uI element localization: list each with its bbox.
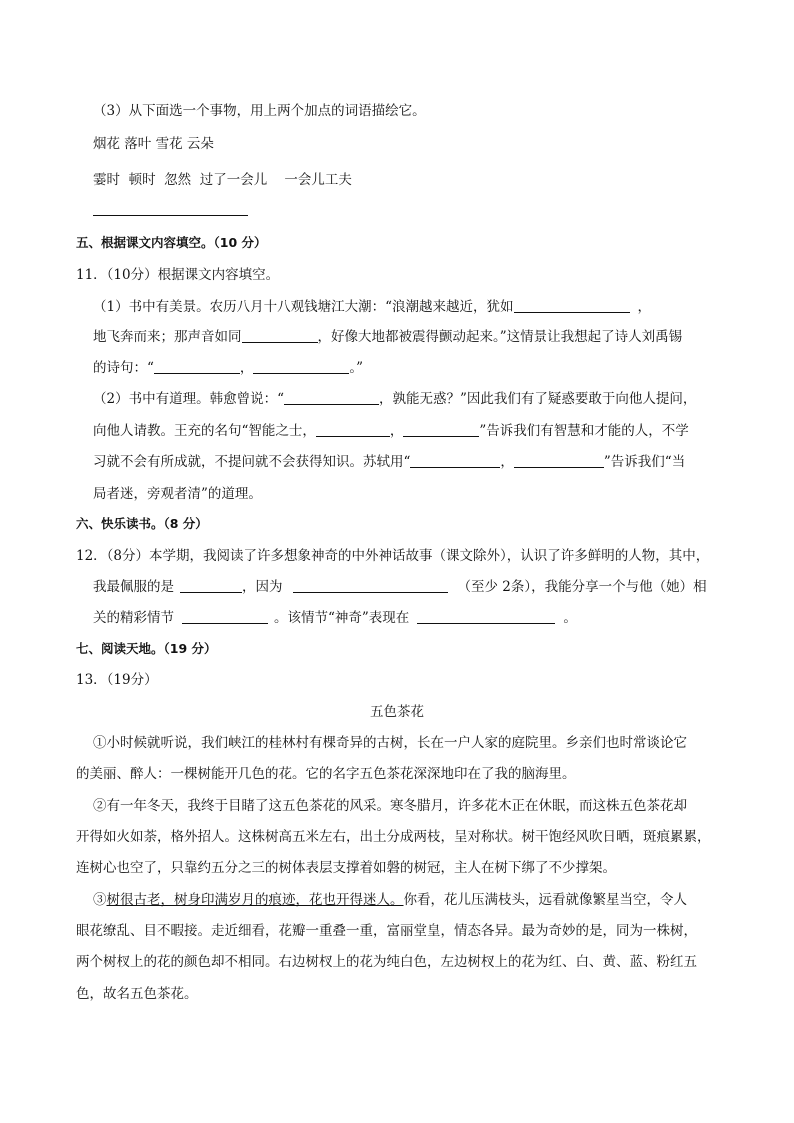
q3-prompt: （3）从下面选一个事物，用上两个加点的词语描绘它。 [93, 103, 426, 119]
q11-part2-line3: 习就不会有所成就，不提问就不会获得知识。苏轼用“ ， ”告诉我们“当 [93, 454, 686, 470]
q3-things: 烟花 落叶 雪花 云朵 [93, 136, 214, 152]
passage-p1-line1: ①小时候就听说，我们峡江的桂林村有棵奇异的古树，长在一户人家的庭院里。乡亲们也时常谈论它 [93, 735, 687, 751]
blank-wave-simile[interactable] [514, 298, 630, 313]
q12-line2: 我最佩服的是 ，因为 （至少 2条），我能分享一个与他（她）相 [93, 579, 707, 595]
passage-p3-line2: 眼花缭乱、目不暇接。走近细看，花瓣一重叠一重，富丽堂皇，情态各异。最为奇妙的是，同为一株树， [76, 923, 697, 939]
passage-p3-line1: ③树很古老，树身印满岁月的痕迹，花也开得迷人。你看，花儿压满枝头，远看就像繁星当空，令人 [93, 892, 687, 908]
blank-admired-person[interactable] [180, 578, 242, 593]
section5-heading: 五、根据课文内容填空。（10 分） [76, 235, 267, 250]
blank-hanyu-quote[interactable] [284, 390, 379, 405]
passage-title: 五色茶花 [370, 704, 424, 720]
blank-wangchong-1[interactable] [316, 422, 390, 437]
blank-wangchong-2[interactable] [403, 422, 479, 437]
blank-poem-line1[interactable] [154, 359, 240, 374]
passage-p3-line3: 两个树杈上的花的颜色却不相同。右边树杈上的花为纯白色，左边树杈上的花为红、白、黄、蓝、粉红五 [76, 954, 697, 970]
q3-answer-blank[interactable] [93, 200, 248, 220]
passage-p2-line1: ②有一年冬天，我终于目睹了这五色茶花的风采。寒冬腊月，许多花木正在休眠，而这株五色茶花却 [93, 798, 687, 814]
blank-magic[interactable] [417, 609, 555, 624]
passage-p2-line3: 连树心也空了，只靠约五分之三的树体表层支撑着如磐的树冠，主人在树下绑了不少撑架。 [76, 860, 616, 876]
q11-part2-line1: （2）书中有道理。韩愈曾说：“ ，孰能无惑？”因此我们有了疑惑要敢于向他人提问， [93, 391, 697, 407]
q11-part2-line2: 向他人请教。王充的名句“智能之士， ， ”告诉我们有智慧和才能的人，不学 [93, 423, 689, 439]
underlined-sentence: 树很古老，树身印满岁月的痕迹，花也开得迷人。 [106, 892, 404, 908]
passage-p2-line2: 开得如火如荼，格外招人。这株树高五米左右，出土分成两枝，呈对称状。树干饱经风吹日晒，斑痕累累， [76, 829, 711, 845]
blank-sound-simile[interactable] [242, 328, 318, 343]
blank-poem-line2[interactable] [253, 359, 349, 374]
blank-sushi-2[interactable] [514, 453, 604, 468]
q11-stem: 11．（10分）根据课文内容填空。 [76, 267, 280, 283]
q3-words: 霎时 顿时 忽然 过了一会儿 一会儿工夫 [93, 172, 352, 188]
q11-part2-line4: 局者迷，旁观者清”的道理。 [93, 486, 262, 502]
q11-part1-line1: （1）书中有美景。农历八月十八观钱塘江大潮：“浪潮越来越近，犹如 ， [93, 299, 651, 315]
passage-p1-line2: 的美丽、醉人：一棵树能开几色的花。它的名字五色茶花深深地印在了我的脑海里。 [76, 766, 576, 782]
passage-p3-line4: 色，故名五色茶花。 [76, 986, 198, 1002]
section6-heading: 六、快乐读书。（8 分） [76, 516, 208, 531]
blank-plot[interactable] [182, 609, 268, 624]
q12-stem: 12．（8分）本学期，我阅读了许多想象神奇的中外神话故事（课文除外），认识了许多鲜明的人物，其中， [76, 548, 710, 564]
q12-line3: 关的精彩情节 。该情节“神奇”表现在 。 [93, 610, 577, 626]
blank-reasons[interactable] [293, 578, 448, 593]
blank-sushi-1[interactable] [410, 453, 500, 468]
q11-part1-line2: 地飞奔而来；那声音如同 ，好像大地都被震得颤动起来。”这情景让我想起了诗人刘禹锡 [93, 329, 683, 345]
q11-part1-line3: 的诗句：“ ， 。” [93, 360, 364, 376]
section7-heading: 七、阅读天地。（19 分） [76, 641, 217, 656]
q13-stem: 13．（19分） [76, 672, 158, 688]
